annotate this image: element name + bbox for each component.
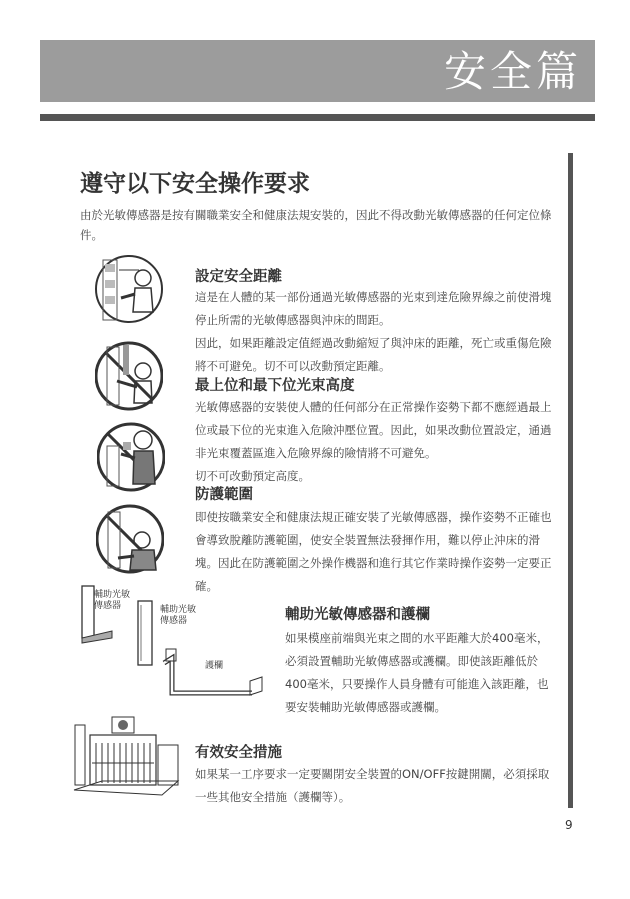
section-body bbox=[285, 627, 557, 719]
section-body bbox=[195, 396, 557, 488]
paragraph: 即使按職業安全和健康法規正確安裝了光敏傳感器，操作姿勢不正確也會導致脫離防護範圍，使安全裝置無法發揮作用，難以停止沖床的滑塊。因此在防護範圍之外操作機器和進行其它作業時操作姿勢一定要正確。 bbox=[195, 510, 552, 593]
page-number: 9 bbox=[565, 818, 573, 832]
paragraph: 這是在人體的某一部份通過光敏傳感器的光束到達危險界線之前使滑塊停止所需的光敏傳感器與沖床的間距。 bbox=[195, 290, 552, 327]
section-title: 設定安全距離 bbox=[195, 269, 282, 285]
prohibited-height-illustration bbox=[97, 418, 165, 496]
guard-rail-label: 護欄 bbox=[205, 661, 224, 671]
section-title: 有效安全措施 bbox=[195, 745, 282, 761]
aux-sensor-right-label: 輔助光敏傳感器 bbox=[160, 605, 197, 626]
section-title: 輔助光敏傳感器和護欄 bbox=[285, 607, 430, 623]
page-title: 安全篇 bbox=[443, 47, 582, 96]
prohibited-reach-illustration bbox=[95, 337, 163, 415]
paragraph: 如果模座前端與光束之間的水平距離大於400毫米，必須設置輔助光敏傳感器或護欄。即使該距離低於400毫米，只要操作人員身體有可能進入該距離，也要安裝輔助光敏傳感器或護欄。 bbox=[285, 631, 549, 714]
paragraph: 因此，如果距離設定值經過改動縮短了與沖床的距離，死亡或重傷危險將不可避免。切不可以改動預定距離。 bbox=[195, 336, 552, 373]
safety-distance-illustration bbox=[95, 250, 163, 328]
section-body bbox=[195, 286, 555, 378]
section-body bbox=[195, 763, 553, 809]
section-heading: 遵守以下安全操作要求 bbox=[80, 171, 310, 197]
paragraph: 光敏傳感器的安裝使人體的任何部分在正常操作姿勢下都不應經過最上位或最下位的光束進入危險沖壓位置。因此，如果改動位置設定，通過非光束覆蓋區進入危險界線的險情將不可避免。 bbox=[195, 400, 552, 460]
header-divider bbox=[40, 114, 595, 121]
section-title: 最上位和最下位光束高度 bbox=[195, 378, 355, 394]
intro-paragraph: 由於光敏傳感器是按有關職業安全和健康法規安裝的，因此不得改動光敏傳感器的任何定位條件。 bbox=[80, 208, 552, 242]
prohibited-range-illustration bbox=[96, 500, 164, 578]
section-body bbox=[195, 506, 557, 598]
aux-sensor-left-label: 輔助光敏傳感器 bbox=[94, 590, 131, 611]
side-divider bbox=[568, 153, 573, 808]
paragraph: 如果某一工序要求一定要關閉安全裝置的ON/OFF按鍵開關，必須採取一些其他安全措施（護欄等）。 bbox=[195, 767, 550, 804]
paragraph: 切不可改動預定高度。 bbox=[195, 469, 310, 483]
safety-measure-illustration bbox=[72, 715, 184, 805]
section-title: 防護範圍 bbox=[195, 487, 253, 503]
